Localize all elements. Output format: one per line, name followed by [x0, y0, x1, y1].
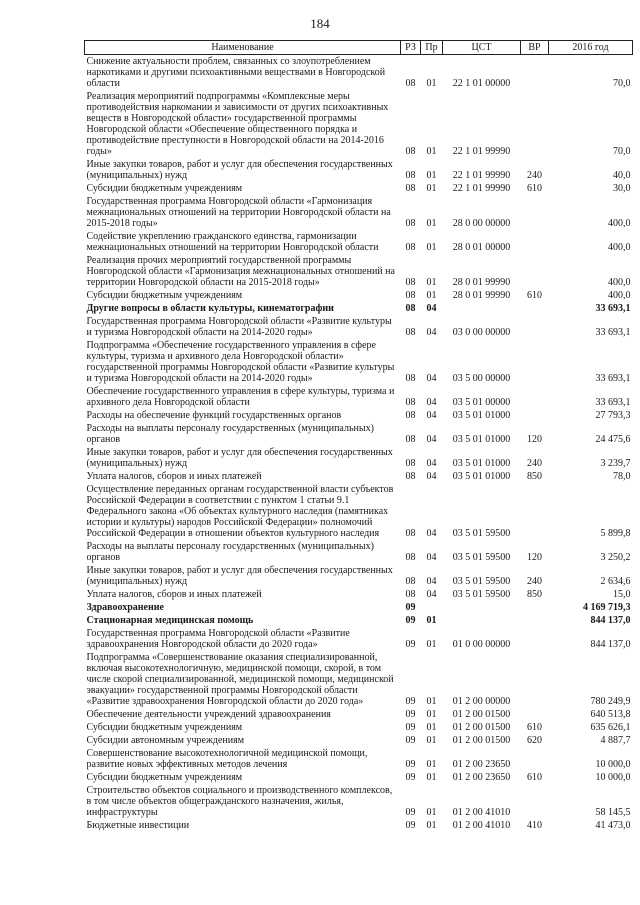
cell-value: 40,0	[613, 170, 631, 181]
cell-cst: 03 5 01 59500	[452, 589, 511, 600]
cell-cst	[443, 302, 521, 315]
cell-vr: 120	[527, 552, 542, 563]
cell-pr: 01	[426, 290, 437, 301]
cell-name: Содействие укреплению гражданского единства, гармонизации межнациональных отношений на территории Новгородской области	[86, 231, 379, 253]
cell-pr: 01	[426, 183, 437, 194]
cell-rz: 08	[405, 471, 416, 482]
cell-value: 3 239,7	[600, 458, 631, 469]
cell-value: 70,0	[613, 146, 631, 157]
cell-cst: 01 0 00 00000	[452, 639, 511, 650]
cell-vr: 240	[527, 458, 542, 469]
cell-rz: 08	[405, 397, 416, 408]
cell-name: Уплата налогов, сборов и иных платежей	[86, 589, 262, 600]
cell-value: 4 887,7	[600, 735, 631, 746]
header-name: Наименование	[85, 41, 401, 55]
table-row	[85, 819, 633, 832]
table-row	[85, 651, 633, 708]
cell-value: 4 169 719,3	[583, 602, 631, 613]
table-row	[85, 627, 633, 651]
cell-cst: 03 5 01 59500	[452, 576, 511, 587]
table-row	[85, 385, 633, 409]
cell-value: 78,0	[613, 471, 631, 482]
cell-cst: 28 0 00 00000	[452, 218, 511, 229]
cell-name: Осуществление переданных органам государственной власти субъектов Российской Федерации в соответствии с пунктом 1 статьи 9.1 Федерального закона «Об объектах культурного наследия (памятниках истории и культуры) народов Российской Федерации» полномочий Российской Федерации в отношении объектов культурного наследия	[86, 484, 394, 539]
cell-rz: 08	[405, 373, 416, 384]
cell-pr: 04	[426, 471, 437, 482]
table-row	[85, 614, 633, 627]
cell-pr: 01	[426, 146, 437, 157]
cell-vr	[521, 195, 549, 230]
cell-pr: 04	[426, 303, 437, 314]
cell-name: Субсидии бюджетным учреждениям	[86, 772, 243, 783]
table-row	[85, 409, 633, 422]
cell-pr: 04	[426, 589, 437, 600]
table-body	[85, 55, 633, 833]
cell-pr: 04	[426, 552, 437, 563]
cell-rz: 09	[405, 820, 416, 831]
page-number: 184	[310, 16, 330, 31]
cell-value: 780 249,9	[590, 696, 631, 707]
cell-pr: 04	[426, 373, 437, 384]
cell-rz: 08	[405, 589, 416, 600]
table-row	[85, 230, 633, 254]
cell-value: 3 250,2	[600, 552, 631, 563]
cell-cst: 03 0 00 00000	[452, 327, 511, 338]
cell-vr	[521, 55, 549, 91]
cell-name: Другие вопросы в области культуры, кинематографии	[86, 303, 334, 314]
cell-vr	[521, 90, 549, 158]
cell-pr: 01	[426, 820, 437, 831]
cell-rz: 08	[405, 576, 416, 587]
cell-name: Совершенствование высокотехнологичной медицинской помощи, развитие новых эффективных методов лечения	[86, 748, 368, 770]
cell-value: 640 513,8	[590, 709, 631, 720]
cell-value: 400,0	[608, 277, 631, 288]
table-header-row	[85, 41, 633, 55]
cell-value: 10 000,0	[595, 759, 631, 770]
cell-name: Строительство объектов социального и производственного комплексов, в том числе объектов общегражданского назначения, жилья, инфраструктуры	[86, 785, 393, 818]
cell-value: 33 693,1	[595, 397, 631, 408]
cell-vr	[521, 614, 549, 627]
cell-vr	[521, 651, 549, 708]
cell-rz: 09	[405, 807, 416, 818]
cell-value: 15,0	[613, 589, 631, 600]
table-row	[85, 302, 633, 315]
cell-name: Бюджетные инвестиции	[86, 820, 190, 831]
cell-vr: 850	[527, 589, 542, 600]
cell-value: 844 137,0	[590, 639, 631, 650]
budget-table	[84, 40, 633, 832]
cell-value: 2 634,6	[600, 576, 631, 587]
cell-cst: 03 5 01 01000	[452, 471, 511, 482]
header-cst: ЦСТ	[443, 41, 521, 55]
cell-rz: 09	[405, 602, 416, 613]
cell-rz: 08	[405, 277, 416, 288]
cell-pr: 04	[426, 528, 437, 539]
cell-name: Уплата налогов, сборов и иных платежей	[86, 471, 262, 482]
cell-pr: 01	[426, 735, 437, 746]
cell-name: Государственная программа Новгородской области «Развитие здравоохранения Новгородской области до 2020 года»	[86, 628, 350, 650]
table-row	[85, 446, 633, 470]
cell-vr: 240	[527, 170, 542, 181]
cell-pr: 04	[426, 576, 437, 587]
cell-pr: 01	[426, 709, 437, 720]
cell-pr: 01	[426, 722, 437, 733]
cell-pr	[421, 601, 443, 614]
cell-rz: 08	[405, 434, 416, 445]
cell-pr: 04	[426, 327, 437, 338]
cell-value: 10 000,0	[595, 772, 631, 783]
cell-pr: 01	[426, 277, 437, 288]
cell-cst: 03 5 01 01000	[452, 458, 511, 469]
cell-cst: 28 0 01 99990	[452, 290, 511, 301]
cell-value: 844 137,0	[590, 615, 631, 626]
cell-vr: 610	[527, 722, 542, 733]
cell-vr: 120	[527, 434, 542, 445]
cell-cst: 28 0 01 00000	[452, 242, 511, 253]
cell-pr: 01	[426, 759, 437, 770]
cell-cst: 01 2 00 41010	[452, 820, 511, 831]
cell-vr: 610	[527, 183, 542, 194]
cell-pr: 01	[426, 615, 437, 626]
cell-rz: 08	[405, 528, 416, 539]
cell-value: 33 693,1	[595, 373, 631, 384]
cell-name: Государственная программа Новгородской области «Гармонизация межнациональных отношений на территории Новгородской области на 2015-2018 годы»	[86, 196, 391, 229]
cell-name: Подпрограмма «Совершенствование оказания специализированной, включая высокотехнологичную, медицинской помощи, скорой, в том числе скорой специализированной, медицинской помощи, медицинской эвакуации» государственной программы Новгородской области «Развитие здравоохранения Новгородской области до 2020 года»	[86, 652, 394, 707]
cell-cst: 03 5 01 01000	[452, 410, 511, 421]
table-row	[85, 734, 633, 747]
table-row	[85, 540, 633, 564]
cell-vr: 410	[527, 820, 542, 831]
cell-rz: 08	[405, 218, 416, 229]
table-row	[85, 90, 633, 158]
cell-cst: 01 2 00 41010	[452, 807, 511, 818]
cell-vr	[521, 409, 549, 422]
cell-rz: 09	[405, 772, 416, 783]
cell-rz: 09	[405, 722, 416, 733]
cell-cst: 28 0 01 99990	[452, 277, 511, 288]
cell-vr	[521, 230, 549, 254]
table-row	[85, 771, 633, 784]
cell-value: 33 693,1	[595, 327, 631, 338]
table-row	[85, 195, 633, 230]
cell-name: Субсидии бюджетным учреждениям	[86, 290, 243, 301]
cell-name: Государственная программа Новгородской области «Развитие культуры и туризма Новгородской области на 2014-2020 годы»	[86, 316, 392, 338]
cell-vr: 610	[527, 290, 542, 301]
cell-rz: 09	[405, 696, 416, 707]
table-row	[85, 315, 633, 339]
cell-name: Обеспечение деятельности учреждений здравоохранения	[86, 709, 331, 720]
table-row	[85, 55, 633, 91]
cell-cst: 01 2 00 23650	[452, 772, 511, 783]
table-row	[85, 422, 633, 446]
cell-vr: 610	[527, 772, 542, 783]
table-row	[85, 158, 633, 182]
table-row	[85, 289, 633, 302]
table-row	[85, 564, 633, 588]
table-row	[85, 483, 633, 540]
cell-vr	[521, 708, 549, 721]
cell-vr	[521, 302, 549, 315]
cell-rz: 09	[405, 735, 416, 746]
cell-vr	[521, 315, 549, 339]
cell-cst: 03 5 01 59500	[452, 528, 511, 539]
cell-cst: 01 2 00 01500	[452, 722, 511, 733]
cell-cst	[443, 614, 521, 627]
cell-cst: 01 2 00 01500	[452, 709, 511, 720]
header-pr: Пр	[421, 41, 443, 55]
cell-value: 41 473,0	[595, 820, 631, 831]
cell-rz: 08	[405, 183, 416, 194]
cell-pr: 04	[426, 410, 437, 421]
cell-name: Иные закупки товаров, работ и услуг для обеспечения государственных (муниципальных) нужд	[86, 447, 393, 469]
cell-pr: 01	[426, 807, 437, 818]
table-row	[85, 470, 633, 483]
cell-rz: 09	[405, 639, 416, 650]
cell-name: Обеспечение государственного управления в сфере культуры, туризма и архивного дела Новгородской области	[86, 386, 395, 408]
cell-name: Реализация мероприятий подпрограммы «Комплексные меры противодействия наркомании и зависимости от других психоактивных веществ в Новгородской области» государственной программы Новгородской области «Обеспечение общественного порядка и противодействие преступности в Новгородской области на 2014-2016 годы»	[86, 91, 389, 157]
cell-rz: 08	[405, 170, 416, 181]
cell-value: 400,0	[608, 290, 631, 301]
cell-value: 58 145,5	[595, 807, 631, 818]
cell-name: Субсидии бюджетным учреждениям	[86, 183, 243, 194]
table-row	[85, 339, 633, 385]
cell-rz: 09	[405, 615, 416, 626]
table-row	[85, 601, 633, 614]
cell-cst: 01 2 00 23650	[452, 759, 511, 770]
cell-name: Расходы на выплаты персоналу государственных (муниципальных) органов	[86, 541, 374, 563]
table-row	[85, 721, 633, 734]
cell-vr	[521, 784, 549, 819]
cell-name: Иные закупки товаров, работ и услуг для обеспечения государственных (муниципальных) нужд	[86, 159, 393, 181]
cell-pr: 04	[426, 434, 437, 445]
cell-cst: 03 5 01 00000	[452, 397, 511, 408]
cell-pr: 01	[426, 772, 437, 783]
cell-cst: 22 1 01 00000	[452, 78, 511, 89]
cell-name: Реализация прочих мероприятий государственной программы Новгородской области «Гармонизация межнациональных отношений на территории Новгородской области на 2015-2018 годы»	[86, 255, 395, 288]
cell-vr	[521, 385, 549, 409]
cell-cst: 03 5 01 59500	[452, 552, 511, 563]
cell-cst: 03 5 01 01000	[452, 434, 511, 445]
cell-vr	[521, 254, 549, 289]
cell-rz: 08	[405, 552, 416, 563]
cell-pr: 01	[426, 696, 437, 707]
cell-name: Здравоохранение	[86, 602, 164, 613]
cell-vr	[521, 339, 549, 385]
header-year: 2016 год	[549, 41, 633, 55]
cell-cst: 03 5 00 00000	[452, 373, 511, 384]
table-row	[85, 784, 633, 819]
table-row	[85, 182, 633, 195]
cell-cst: 01 2 00 01500	[452, 735, 511, 746]
cell-name: Расходы на обеспечение функций государственных органов	[86, 410, 342, 421]
cell-rz: 08	[405, 290, 416, 301]
cell-cst: 22 1 01 99990	[452, 146, 511, 157]
table-row	[85, 747, 633, 771]
cell-name: Подпрограмма «Обеспечение государственного управления в сфере культуры, туризма и архивного дела Новгородской области» государственной программы Новгородской области «Развитие культуры и туризма Новгородской области на 2014-2020 годы»	[86, 340, 395, 384]
cell-value: 635 626,1	[590, 722, 631, 733]
cell-name: Субсидии бюджетным учреждениям	[86, 722, 243, 733]
cell-name: Субсидии автономным учреждениям	[86, 735, 245, 746]
cell-rz: 08	[405, 242, 416, 253]
cell-value: 400,0	[608, 218, 631, 229]
cell-pr: 01	[426, 78, 437, 89]
cell-pr: 01	[426, 218, 437, 229]
cell-value: 30,0	[613, 183, 631, 194]
cell-name: Иные закупки товаров, работ и услуг для обеспечения государственных (муниципальных) нужд	[86, 565, 393, 587]
cell-rz: 08	[405, 410, 416, 421]
cell-vr	[521, 627, 549, 651]
header-vr: ВР	[521, 41, 549, 55]
cell-rz: 08	[405, 303, 416, 314]
table-row	[85, 708, 633, 721]
cell-rz: 09	[405, 709, 416, 720]
cell-value: 5 899,8	[600, 528, 631, 539]
cell-name: Снижение актуальности проблем, связанных со злоупотреблением наркотиками и другими психоактивными веществами в Новгородской области	[86, 56, 386, 89]
cell-cst: 22 1 01 99990	[452, 170, 511, 181]
table-row	[85, 254, 633, 289]
cell-value: 33 693,1	[595, 303, 631, 314]
cell-pr: 04	[426, 458, 437, 469]
cell-value: 400,0	[608, 242, 631, 253]
cell-rz: 08	[405, 458, 416, 469]
cell-vr: 240	[527, 576, 542, 587]
cell-value: 24 475,6	[595, 434, 631, 445]
cell-value: 27 793,3	[595, 410, 631, 421]
table-row	[85, 588, 633, 601]
cell-pr: 01	[426, 242, 437, 253]
cell-vr: 850	[527, 471, 542, 482]
cell-name: Расходы на выплаты персоналу государственных (муниципальных) органов	[86, 423, 374, 445]
cell-cst	[443, 601, 521, 614]
cell-vr: 620	[527, 735, 542, 746]
cell-pr: 04	[426, 397, 437, 408]
cell-value: 70,0	[613, 78, 631, 89]
cell-rz: 08	[405, 327, 416, 338]
cell-vr	[521, 747, 549, 771]
cell-pr: 01	[426, 639, 437, 650]
cell-name: Стационарная медицинская помощь	[86, 615, 254, 626]
cell-cst: 01 2 00 00000	[452, 696, 511, 707]
cell-rz: 08	[405, 78, 416, 89]
cell-rz: 09	[405, 759, 416, 770]
cell-vr	[521, 601, 549, 614]
cell-cst: 22 1 01 99990	[452, 183, 511, 194]
cell-pr: 01	[426, 170, 437, 181]
header-rz: РЗ	[401, 41, 421, 55]
cell-rz: 08	[405, 146, 416, 157]
cell-vr	[521, 483, 549, 540]
